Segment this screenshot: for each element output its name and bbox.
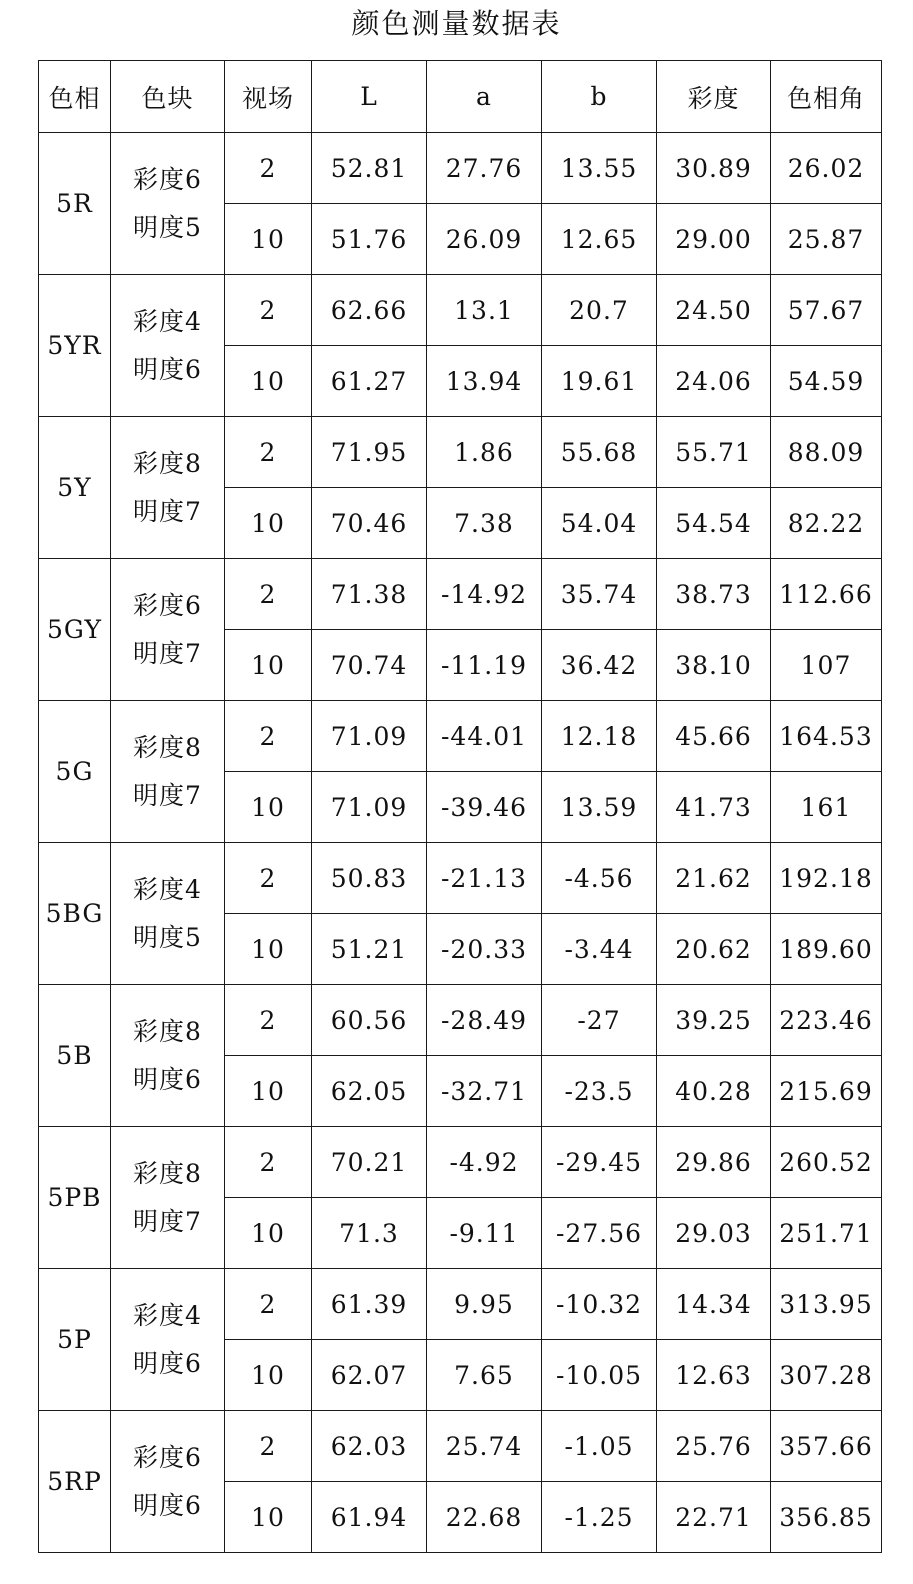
- cell-hue: 5PB: [39, 1127, 111, 1269]
- cell-hue-angle: 25.87: [771, 204, 882, 275]
- cell-a: 7.38: [427, 488, 542, 559]
- cell-patch: [111, 133, 225, 275]
- patch-chroma-label: 彩度8: [133, 1158, 202, 1188]
- cell-a: 7.65: [427, 1340, 542, 1411]
- cell-a: 22.68: [427, 1482, 542, 1553]
- cell-a: 13.94: [427, 346, 542, 417]
- patch-chroma-label: 彩度8: [133, 448, 202, 478]
- cell-hue-angle: 26.02: [771, 133, 882, 204]
- cell-a: -4.92: [427, 1127, 542, 1198]
- patch-chroma-label: 彩度4: [133, 306, 202, 336]
- patch-chroma-label: 彩度6: [133, 164, 202, 194]
- cell-l: 71.09: [312, 772, 427, 843]
- cell-chroma: 14.34: [657, 1269, 771, 1340]
- patch-value-label: 明度6: [133, 1490, 202, 1520]
- cell-hue-angle: 57.67: [771, 275, 882, 346]
- cell-b: 13.55: [542, 133, 657, 204]
- table-row: [39, 133, 882, 204]
- patch-chroma-label: 彩度4: [133, 874, 202, 904]
- cell-chroma: 24.50: [657, 275, 771, 346]
- cell-l: 70.74: [312, 630, 427, 701]
- patch-value-label: 明度7: [133, 780, 202, 810]
- cell-b: 13.59: [542, 772, 657, 843]
- cell-field: 10: [225, 914, 312, 985]
- cell-hue-angle: 357.66: [771, 1411, 882, 1482]
- cell-a: 25.74: [427, 1411, 542, 1482]
- cell-a: 1.86: [427, 417, 542, 488]
- cell-chroma: 38.73: [657, 559, 771, 630]
- cell-field: 2: [225, 417, 312, 488]
- cell-field: 10: [225, 630, 312, 701]
- cell-field: 2: [225, 1127, 312, 1198]
- cell-l: 71.3: [312, 1198, 427, 1269]
- cell-field: 10: [225, 346, 312, 417]
- cell-a: 9.95: [427, 1269, 542, 1340]
- cell-b: -27.56: [542, 1198, 657, 1269]
- patch-value-label: 明度7: [133, 638, 202, 668]
- table-body: [39, 133, 882, 1553]
- cell-l: 52.81: [312, 133, 427, 204]
- cell-l: 51.76: [312, 204, 427, 275]
- cell-b: 12.18: [542, 701, 657, 772]
- cell-patch: [111, 1269, 225, 1411]
- cell-a: -14.92: [427, 559, 542, 630]
- patch-value-label: 明度6: [133, 1064, 202, 1094]
- cell-b: 20.7: [542, 275, 657, 346]
- cell-b: -1.05: [542, 1411, 657, 1482]
- cell-hue-angle: 307.28: [771, 1340, 882, 1411]
- cell-chroma: 25.76: [657, 1411, 771, 1482]
- cell-b: -1.25: [542, 1482, 657, 1553]
- table-row: [39, 1269, 882, 1340]
- cell-b: -23.5: [542, 1056, 657, 1127]
- cell-l: 50.83: [312, 843, 427, 914]
- cell-hue: 5GY: [39, 559, 111, 701]
- cell-b: -29.45: [542, 1127, 657, 1198]
- cell-patch: [111, 701, 225, 843]
- cell-b: 19.61: [542, 346, 657, 417]
- cell-chroma: 29.86: [657, 1127, 771, 1198]
- cell-chroma: 21.62: [657, 843, 771, 914]
- cell-l: 71.09: [312, 701, 427, 772]
- cell-field: 10: [225, 772, 312, 843]
- cell-hue: 5G: [39, 701, 111, 843]
- header-chroma: 彩度: [657, 61, 771, 133]
- cell-a: -20.33: [427, 914, 542, 985]
- patch-chroma-label: 彩度6: [133, 590, 202, 620]
- cell-a: -28.49: [427, 985, 542, 1056]
- cell-hue-angle: 107: [771, 630, 882, 701]
- cell-l: 61.27: [312, 346, 427, 417]
- cell-patch: [111, 985, 225, 1127]
- cell-a: -44.01: [427, 701, 542, 772]
- cell-field: 2: [225, 985, 312, 1056]
- cell-field: 2: [225, 1411, 312, 1482]
- cell-a: -32.71: [427, 1056, 542, 1127]
- cell-l: 60.56: [312, 985, 427, 1056]
- cell-chroma: 29.00: [657, 204, 771, 275]
- cell-b: 35.74: [542, 559, 657, 630]
- cell-field: 10: [225, 1056, 312, 1127]
- cell-a: 26.09: [427, 204, 542, 275]
- cell-field: 2: [225, 133, 312, 204]
- cell-l: 51.21: [312, 914, 427, 985]
- cell-hue-angle: 82.22: [771, 488, 882, 559]
- cell-chroma: 54.54: [657, 488, 771, 559]
- cell-b: -10.05: [542, 1340, 657, 1411]
- cell-hue-angle: 54.59: [771, 346, 882, 417]
- header-hue: 色相: [39, 61, 111, 133]
- color-measurement-table: [38, 60, 882, 1553]
- patch-chroma-label: 彩度4: [133, 1300, 202, 1330]
- cell-field: 2: [225, 843, 312, 914]
- cell-patch: [111, 559, 225, 701]
- header-patch: 色块: [111, 61, 225, 133]
- patch-chroma-label: 彩度8: [133, 1016, 202, 1046]
- cell-hue-angle: 161: [771, 772, 882, 843]
- cell-field: 10: [225, 1340, 312, 1411]
- patch-chroma-label: 彩度6: [133, 1442, 202, 1472]
- cell-a: 13.1: [427, 275, 542, 346]
- cell-field: 2: [225, 1269, 312, 1340]
- table-row: [39, 1127, 882, 1198]
- cell-chroma: 24.06: [657, 346, 771, 417]
- cell-hue: 5BG: [39, 843, 111, 985]
- cell-chroma: 55.71: [657, 417, 771, 488]
- cell-hue-angle: 356.85: [771, 1482, 882, 1553]
- cell-l: 62.66: [312, 275, 427, 346]
- cell-hue-angle: 88.09: [771, 417, 882, 488]
- patch-value-label: 明度7: [133, 496, 202, 526]
- cell-chroma: 29.03: [657, 1198, 771, 1269]
- cell-chroma: 30.89: [657, 133, 771, 204]
- cell-field: 10: [225, 488, 312, 559]
- cell-hue-angle: 164.53: [771, 701, 882, 772]
- cell-a: 27.76: [427, 133, 542, 204]
- header-hue-angle: 色相角: [771, 61, 882, 133]
- cell-a: -9.11: [427, 1198, 542, 1269]
- cell-patch: [111, 1411, 225, 1553]
- cell-field: 2: [225, 275, 312, 346]
- cell-b: -3.44: [542, 914, 657, 985]
- table-row: [39, 843, 882, 914]
- cell-patch: [111, 275, 225, 417]
- table-title: 颜色测量数据表: [351, 7, 562, 40]
- cell-l: 62.07: [312, 1340, 427, 1411]
- header-l: L: [312, 61, 427, 133]
- cell-l: 61.94: [312, 1482, 427, 1553]
- patch-value-label: 明度6: [133, 1348, 202, 1378]
- patch-chroma-label: 彩度8: [133, 732, 202, 762]
- header-b: b: [542, 61, 657, 133]
- table-row: [39, 275, 882, 346]
- header-row: [39, 61, 882, 133]
- cell-hue: 5Y: [39, 417, 111, 559]
- cell-hue: 5B: [39, 985, 111, 1127]
- header-a: a: [427, 61, 542, 133]
- cell-hue-angle: 215.69: [771, 1056, 882, 1127]
- cell-hue-angle: 260.52: [771, 1127, 882, 1198]
- header-field: 视场: [225, 61, 312, 133]
- patch-value-label: 明度5: [133, 212, 202, 242]
- cell-patch: [111, 1127, 225, 1269]
- cell-l: 62.03: [312, 1411, 427, 1482]
- table-row: [39, 701, 882, 772]
- cell-chroma: 20.62: [657, 914, 771, 985]
- cell-chroma: 22.71: [657, 1482, 771, 1553]
- cell-chroma: 39.25: [657, 985, 771, 1056]
- cell-b: -4.56: [542, 843, 657, 914]
- table-row: [39, 417, 882, 488]
- cell-field: 2: [225, 559, 312, 630]
- cell-patch: [111, 417, 225, 559]
- cell-chroma: 38.10: [657, 630, 771, 701]
- cell-field: 2: [225, 701, 312, 772]
- cell-hue: 5RP: [39, 1411, 111, 1553]
- cell-field: 10: [225, 204, 312, 275]
- cell-a: -21.13: [427, 843, 542, 914]
- cell-b: 54.04: [542, 488, 657, 559]
- cell-l: 61.39: [312, 1269, 427, 1340]
- cell-l: 71.38: [312, 559, 427, 630]
- cell-b: 55.68: [542, 417, 657, 488]
- cell-hue-angle: 112.66: [771, 559, 882, 630]
- patch-value-label: 明度6: [133, 354, 202, 384]
- cell-l: 70.46: [312, 488, 427, 559]
- cell-hue-angle: 313.95: [771, 1269, 882, 1340]
- cell-l: 70.21: [312, 1127, 427, 1198]
- cell-b: 36.42: [542, 630, 657, 701]
- table-row: [39, 559, 882, 630]
- cell-a: -39.46: [427, 772, 542, 843]
- cell-chroma: 40.28: [657, 1056, 771, 1127]
- cell-field: 10: [225, 1198, 312, 1269]
- cell-hue: 5R: [39, 133, 111, 275]
- cell-hue-angle: 192.18: [771, 843, 882, 914]
- cell-b: -10.32: [542, 1269, 657, 1340]
- cell-chroma: 41.73: [657, 772, 771, 843]
- cell-l: 71.95: [312, 417, 427, 488]
- cell-hue-angle: 223.46: [771, 985, 882, 1056]
- cell-hue-angle: 251.71: [771, 1198, 882, 1269]
- cell-field: 10: [225, 1482, 312, 1553]
- cell-b: -27: [542, 985, 657, 1056]
- cell-patch: [111, 843, 225, 985]
- patch-value-label: 明度7: [133, 1206, 202, 1236]
- cell-chroma: 45.66: [657, 701, 771, 772]
- cell-l: 62.05: [312, 1056, 427, 1127]
- table-row: [39, 985, 882, 1056]
- table-row: [39, 1411, 882, 1482]
- cell-chroma: 12.63: [657, 1340, 771, 1411]
- cell-hue-angle: 189.60: [771, 914, 882, 985]
- cell-hue: 5YR: [39, 275, 111, 417]
- patch-value-label: 明度5: [133, 922, 202, 952]
- cell-a: -11.19: [427, 630, 542, 701]
- cell-hue: 5P: [39, 1269, 111, 1411]
- cell-b: 12.65: [542, 204, 657, 275]
